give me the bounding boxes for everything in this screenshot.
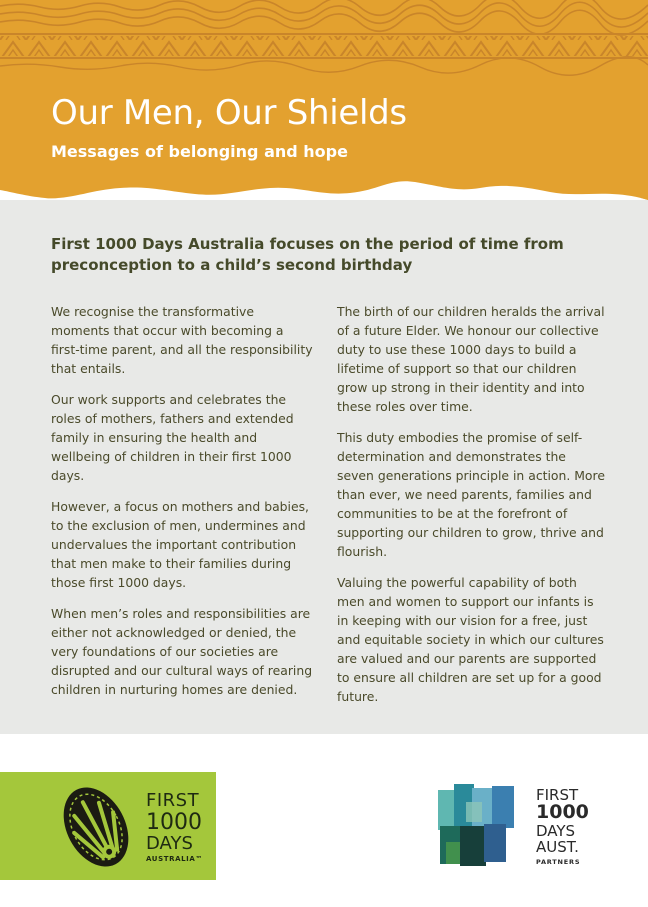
page-subtitle: Messages of belonging and hope [51,142,348,161]
logo-line-2: 1000 [146,810,202,835]
logo-line-4: AUSTRALIA™ [146,855,203,863]
paragraph: The birth of our children heralds the arrival of a future Elder. We honour our collective duty to use these 1000 days to build a lifetime of support so that our children grow up strong in their identity and into these roles over time. [337,304,605,414]
page-title: Our Men, Our Shields [51,93,407,133]
logo-line-3: DAYS [536,822,576,840]
paragraph: This duty embodies the promise of self-determination and demonstrates the seven generations principle in action. More than ever, we need parents, families and communities to be at the forefront of supporting our children to grow, thrive and flourish. [337,430,605,559]
paragraph: When men’s roles and responsibilities are either not acknowledged or denied, the very foundations of our societies are disrupted and our cultural ways of rearing children in nurturing homes are denied. [51,606,313,697]
paragraph: Valuing the powerful capability of both men and women to support our infants is in keeping with our vision for a free, just and equitable society in which our cultures are valued and our parents are supported to ensure all children are set up for a good future. [337,575,604,704]
logo-line-1: FIRST [536,786,579,804]
first-1000-days-australia-logo [0,772,216,880]
left-column [51,302,315,711]
first-1000-days-aust-partners-logo [436,782,616,872]
logo-line-2: 1000 [536,801,589,823]
logo-line-1: FIRST [146,790,200,811]
logo-line-5: PARTNERS [536,858,581,866]
wave-edge [0,198,648,238]
intro-heading: First 1000 Days Australia focuses on the period of time from preconception to a child’s second birthday [51,235,564,274]
right-column [337,302,605,718]
paragraph: However, a focus on mothers and babies, to the exclusion of men, undermines and undervalues the important contribution that men make to their families during those first 1000 days. [51,499,309,590]
logo-line-4: AUST. [536,838,579,856]
logo-line-3: DAYS [146,833,193,854]
paragraph: We recognise the transformative moments that occur with becoming a first-time parent, and all the responsibility that entails. [51,304,313,376]
paragraph: Our work supports and celebrates the roles of mothers, fathers and extended family in ensuring the health and wellbeing of children in their first 1000 days. [51,392,294,483]
partners-emblem-icon [436,782,522,872]
